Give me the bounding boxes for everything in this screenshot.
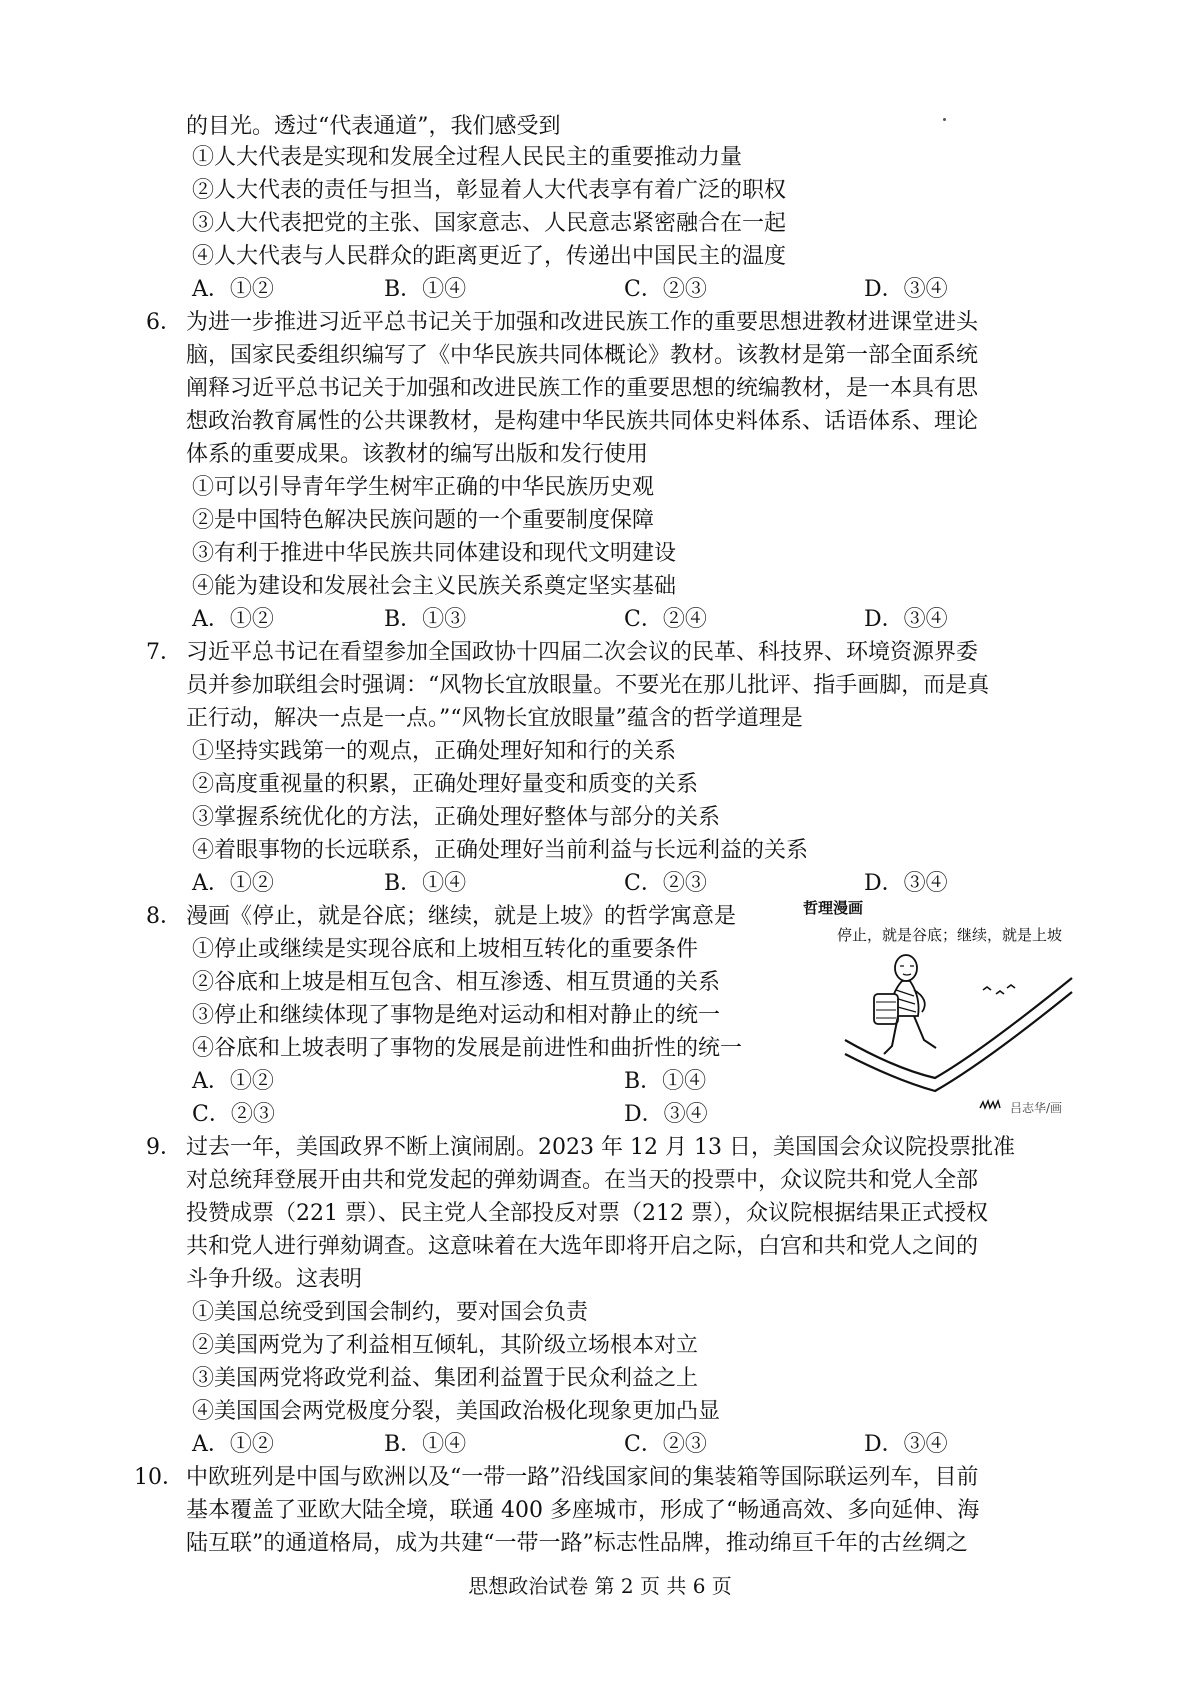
q6-stem-line: 为进一步推进习近平总书记关于加强和改进民族工作的重要思想进教材进课堂进头 — [186, 310, 979, 335]
q9-stem-line: 共和党人进行弹劾调查。这意味着在大选年即将开启之际，白宫和共和党人之间的 — [186, 1234, 979, 1259]
q6-option-2: ②是中国特色解决民族问题的一个重要制度保障 — [192, 508, 655, 533]
q7-choice-b: B．①④ — [384, 871, 467, 896]
q6-choice-d: D．③④ — [864, 607, 948, 632]
q5-stem-line: 的目光。透过“代表通道”，我们感受到 — [186, 114, 561, 139]
q6-stem-line: 脑，国家民委组织编写了《中华民族共同体概论》教材。该教材是第一部全面系统 — [186, 343, 979, 368]
q7-choice-d: D．③④ — [864, 871, 948, 896]
q7-choice-c: C．②③ — [624, 871, 707, 896]
q5-choice-c: C．②③ — [624, 277, 707, 302]
q8-choices-row1 — [192, 1065, 712, 1098]
q9-number: 9． — [146, 1135, 182, 1160]
hiker-comic-illustration — [840, 950, 1080, 1116]
q8-choice-b: B．①④ — [624, 1069, 707, 1094]
comic-slope-upper-line — [845, 978, 1072, 1078]
comic-label: 哲理漫画 — [803, 899, 864, 917]
q6-option-1: ①可以引导青年学生树牢正确的中华民族历史观 — [192, 475, 655, 500]
scan-speck — [943, 118, 946, 121]
comic-hiker-head — [895, 955, 917, 981]
q8-option-4: ④谷底和上坡表明了事物的发展是前进性和曲折性的统一 — [192, 1036, 743, 1061]
comic-backpack — [874, 994, 898, 1024]
q9-option-1: ①美国总统受到国会制约，要对国会负责 — [192, 1300, 589, 1325]
q9-choice-d: D．③④ — [864, 1432, 948, 1457]
q8-choices-row2 — [192, 1098, 712, 1131]
q8-option-1: ①停止或继续是实现谷底和上坡相互转化的重要条件 — [192, 937, 699, 962]
q6-choice-b: B．①③ — [384, 607, 467, 632]
q7-option-2: ②高度重视量的积累，正确处理好量变和质变的关系 — [192, 772, 699, 797]
q9-stem-line: 斗争升级。这表明 — [186, 1267, 363, 1292]
q6-number: 6． — [146, 310, 182, 335]
comic-grass — [980, 1101, 1000, 1108]
page-footer: 思想政治试卷 第 2 页 共 6 页 — [468, 1574, 732, 1598]
q8-choice-a: A．①② — [192, 1069, 274, 1094]
q6-choice-a: A．①② — [192, 607, 274, 632]
q7-choice-a: A．①② — [192, 871, 274, 896]
q7-option-4: ④着眼事物的长远联系，正确处理好当前利益与长远利益的关系 — [192, 838, 809, 863]
q6-choice-c: C．②④ — [624, 607, 707, 632]
q7-stem-line: 正行动，解决一点是一点。”“风物长宜放眼量”蕴含的哲学道理是 — [186, 706, 803, 731]
q5-option-3: ③人大代表把党的主张、国家意志、人民意志紧密融合在一起 — [192, 211, 787, 236]
q5-choices — [192, 273, 972, 306]
q6-choices — [192, 603, 972, 636]
q8-choice-d: D．③④ — [624, 1102, 708, 1127]
q9-option-4: ④美国国会两党极度分裂，美国政治极化现象更加凸显 — [192, 1399, 721, 1424]
q7-stem-line: 习近平总书记在看望参加全国政协十四届二次会议的民革、科技界、环境资源界委 — [186, 640, 979, 665]
q5-choice-d: D．③④ — [864, 277, 948, 302]
q8-option-3: ③停止和继续体现了事物是绝对运动和相对静止的统一 — [192, 1003, 721, 1028]
q9-choice-c: C．②③ — [624, 1432, 707, 1457]
q7-choices — [192, 867, 972, 900]
q6-option-4: ④能为建设和发展社会主义民族关系奠定坚实基础 — [192, 574, 677, 599]
q6-stem-line: 体系的重要成果。该教材的编写出版和发行使用 — [186, 442, 649, 467]
q8-option-2: ②谷底和上坡是相互包含、相互渗透、相互贯通的关系 — [192, 970, 721, 995]
q8-stem-line: 漫画《停止，就是谷底；继续，就是上坡》的哲学寓意是 — [186, 904, 737, 929]
q9-choice-a: A．①② — [192, 1432, 274, 1457]
q10-stem-line: 陆互联”的通道格局，成为共建“一带一路”标志性品牌，推动绵亘千年的古丝绸之 — [186, 1531, 968, 1556]
q10-number: 10． — [134, 1465, 184, 1490]
q8-choice-c: C．②③ — [192, 1102, 275, 1127]
q10-stem-line: 中欧班列是中国与欧洲以及“一带一路”沿线国家间的集装箱等国际联运列车，目前 — [186, 1465, 979, 1490]
q7-option-1: ①坚持实践第一的观点，正确处理好知和行的关系 — [192, 739, 677, 764]
comic-credit: 吕志华/画 — [1010, 1101, 1063, 1115]
q5-choice-a: A．①② — [192, 277, 274, 302]
q5-choice-b: B．①④ — [384, 277, 467, 302]
q5-option-4: ④人大代表与人民群众的距离更近了，传递出中国民主的温度 — [192, 244, 787, 269]
q7-option-3: ③掌握系统优化的方法，正确处理好整体与部分的关系 — [192, 805, 721, 830]
q6-stem-line: 想政治教育属性的公共课教材，是构建中华民族共同体史料体系、话语体系、理论 — [186, 409, 979, 434]
q9-stem-line: 过去一年，美国政界不断上演闹剧。2023 年 12 月 13 日，美国国会众议院投票批准 — [186, 1135, 1015, 1160]
q10-stem-line: 基本覆盖了亚欧大陆全境，联通 400 多座城市，形成了“畅通高效、多向延伸、海 — [186, 1498, 980, 1523]
comic-caption: 停止，就是谷底；继续，就是上坡 — [837, 926, 1063, 944]
q7-number: 7． — [146, 640, 182, 665]
q5-option-1: ①人大代表是实现和发展全过程人民民主的重要推动力量 — [192, 145, 743, 170]
q6-option-3: ③有利于推进中华民族共同体建设和现代文明建设 — [192, 541, 677, 566]
q9-option-2: ②美国两党为了利益相互倾轧，其阶级立场根本对立 — [192, 1333, 699, 1358]
comic-birds — [983, 985, 1015, 994]
q8-number: 8． — [146, 904, 182, 929]
q9-stem-line: 对总统拜登展开由共和党发起的弹劾调查。在当天的投票中，众议院共和党人全部 — [186, 1168, 979, 1193]
q9-choice-b: B．①④ — [384, 1432, 467, 1457]
q6-stem-line: 阐释习近平总书记关于加强和改进民族工作的重要思想的统编教材，是一本具有思 — [186, 376, 979, 401]
q7-stem-line: 员并参加联组会时强调：“风物长宜放眼量。不要光在那儿批评、指手画脚，而是真 — [186, 673, 990, 698]
q5-option-2: ②人大代表的责任与担当，彰显着人大代表享有着广泛的职权 — [192, 178, 787, 203]
q9-option-3: ③美国两党将政党利益、集团利益置于民众利益之上 — [192, 1366, 699, 1391]
q9-choices — [192, 1428, 972, 1461]
comic-hiker-leg-front — [914, 1016, 936, 1048]
q9-stem-line: 投赞成票（221 票）、民主党人全部投反对票（212 票），众议院根据结果正式授权 — [186, 1201, 988, 1226]
